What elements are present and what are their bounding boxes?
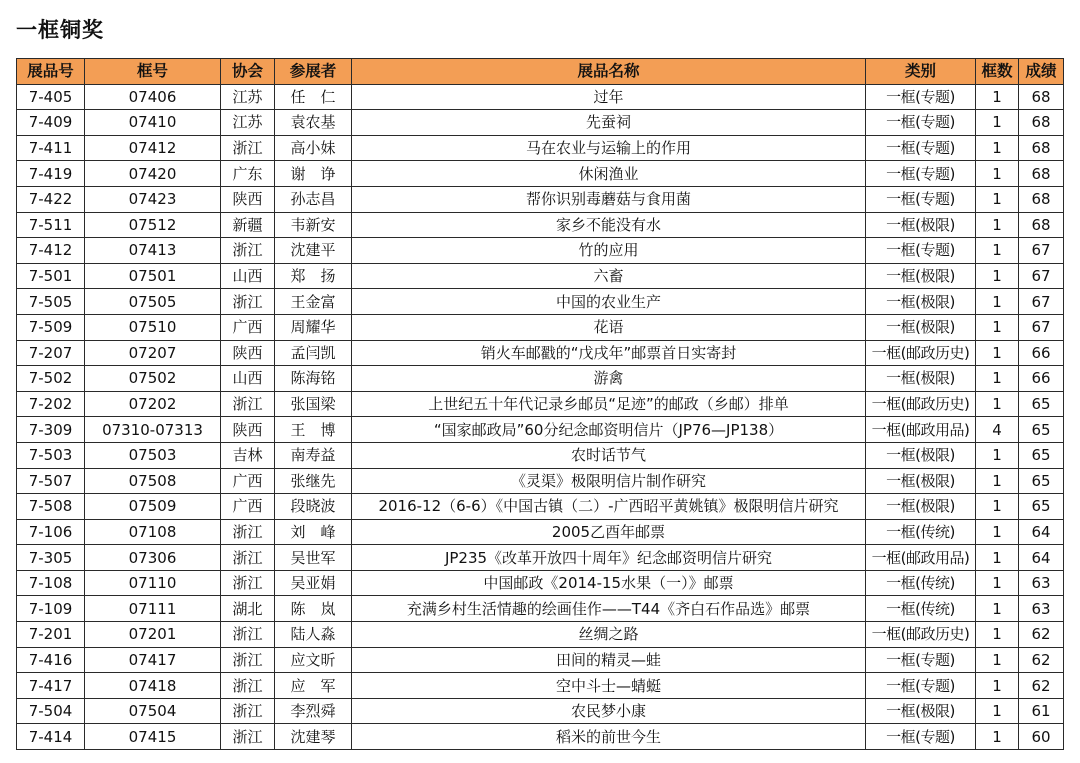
cell-category: 一框(极限) (866, 494, 976, 520)
cell-frame-no: 07512 (85, 212, 221, 238)
cell-score: 68 (1019, 84, 1064, 110)
cell-exhibitor: 应 军 (275, 673, 352, 699)
cell-category: 一框(极限) (866, 212, 976, 238)
cell-frames: 1 (976, 212, 1019, 238)
cell-exhibitor: 高小妹 (275, 135, 352, 161)
cell-association: 江苏 (221, 110, 275, 136)
table-row (17, 442, 1064, 468)
cell-frames: 1 (976, 314, 1019, 340)
table-header-row (17, 59, 1064, 85)
table-row (17, 519, 1064, 545)
cell-exhibitor: 刘 峰 (275, 519, 352, 545)
cell-exhibit-no: 7-505 (17, 289, 85, 315)
cell-frame-no: 07406 (85, 84, 221, 110)
cell-frames: 1 (976, 340, 1019, 366)
cell-frame-no: 07202 (85, 391, 221, 417)
cell-association: 山西 (221, 263, 275, 289)
cell-exhibit-name: 马在农业与运输上的作用 (352, 135, 866, 161)
cell-frames: 1 (976, 724, 1019, 750)
cell-exhibit-no: 7-508 (17, 494, 85, 520)
cell-category: 一框(传统) (866, 596, 976, 622)
cell-score: 65 (1019, 442, 1064, 468)
cell-association: 湖北 (221, 596, 275, 622)
cell-exhibit-name: JP235《改革开放四十周年》纪念邮资明信片研究 (352, 545, 866, 571)
cell-exhibit-no: 7-509 (17, 314, 85, 340)
cell-association: 新疆 (221, 212, 275, 238)
cell-category: 一框(邮政历史) (866, 622, 976, 648)
cell-association: 山西 (221, 366, 275, 392)
table-row (17, 238, 1064, 264)
cell-frames: 1 (976, 186, 1019, 212)
cell-frames: 1 (976, 161, 1019, 187)
cell-association: 江苏 (221, 84, 275, 110)
cell-exhibit-name: 先蚕祠 (352, 110, 866, 136)
cell-category: 一框(邮政历史) (866, 340, 976, 366)
cell-exhibit-name: 中国的农业生产 (352, 289, 866, 315)
cell-association: 浙江 (221, 698, 275, 724)
cell-association: 浙江 (221, 647, 275, 673)
cell-exhibitor: 孟闫凯 (275, 340, 352, 366)
cell-exhibit-no: 7-108 (17, 570, 85, 596)
cell-score: 65 (1019, 391, 1064, 417)
col-header-frames: 框数 (976, 59, 1019, 85)
cell-association: 广东 (221, 161, 275, 187)
col-header-category: 类别 (866, 59, 976, 85)
cell-exhibit-no: 7-511 (17, 212, 85, 238)
cell-score: 68 (1019, 135, 1064, 161)
cell-exhibitor: 李烈舜 (275, 698, 352, 724)
cell-exhibit-name: 家乡不能没有水 (352, 212, 866, 238)
cell-exhibitor: 袁农基 (275, 110, 352, 136)
cell-exhibit-name: 《灵渠》极限明信片制作研究 (352, 468, 866, 494)
cell-exhibit-no: 7-305 (17, 545, 85, 571)
cell-exhibitor: 周耀华 (275, 314, 352, 340)
table-row (17, 596, 1064, 622)
cell-frames: 1 (976, 545, 1019, 571)
table-row (17, 673, 1064, 699)
cell-frames: 1 (976, 366, 1019, 392)
cell-frame-no: 07207 (85, 340, 221, 366)
cell-frames: 1 (976, 570, 1019, 596)
cell-exhibitor: 吴世军 (275, 545, 352, 571)
cell-exhibitor: 南寿益 (275, 442, 352, 468)
cell-category: 一框(极限) (866, 442, 976, 468)
cell-exhibitor: 张继先 (275, 468, 352, 494)
table-row (17, 84, 1064, 110)
table-row (17, 212, 1064, 238)
cell-frame-no: 07508 (85, 468, 221, 494)
cell-category: 一框(极限) (866, 468, 976, 494)
cell-exhibit-name: 田间的精灵—蛙 (352, 647, 866, 673)
cell-score: 68 (1019, 212, 1064, 238)
cell-frame-no: 07201 (85, 622, 221, 648)
cell-exhibit-name: 中国邮政《2014-15水果（一）》邮票 (352, 570, 866, 596)
cell-exhibit-name: 稻米的前世今生 (352, 724, 866, 750)
cell-score: 64 (1019, 545, 1064, 571)
cell-exhibit-no: 7-417 (17, 673, 85, 699)
cell-score: 67 (1019, 238, 1064, 264)
cell-score: 62 (1019, 647, 1064, 673)
cell-frames: 1 (976, 494, 1019, 520)
table-row (17, 314, 1064, 340)
col-header-exhibit-name: 展品名称 (352, 59, 866, 85)
cell-score: 67 (1019, 289, 1064, 315)
cell-frame-no: 07110 (85, 570, 221, 596)
cell-category: 一框(邮政历史) (866, 391, 976, 417)
table-row (17, 161, 1064, 187)
cell-exhibit-no: 7-501 (17, 263, 85, 289)
cell-frame-no: 07306 (85, 545, 221, 571)
cell-exhibit-no: 7-503 (17, 442, 85, 468)
cell-frame-no: 07423 (85, 186, 221, 212)
table-row (17, 570, 1064, 596)
table-row (17, 366, 1064, 392)
cell-exhibit-name: 六畜 (352, 263, 866, 289)
table-row (17, 647, 1064, 673)
table-row (17, 391, 1064, 417)
table-row (17, 135, 1064, 161)
cell-exhibit-name: 农时话节气 (352, 442, 866, 468)
cell-category: 一框(极限) (866, 314, 976, 340)
table-row (17, 622, 1064, 648)
cell-association: 浙江 (221, 545, 275, 571)
cell-association: 吉林 (221, 442, 275, 468)
cell-exhibit-no: 7-422 (17, 186, 85, 212)
cell-exhibit-name: 充满乡村生活情趣的绘画佳作——T44《齐白石作品选》邮票 (352, 596, 866, 622)
cell-score: 62 (1019, 622, 1064, 648)
cell-score: 67 (1019, 263, 1064, 289)
cell-frames: 1 (976, 442, 1019, 468)
cell-exhibit-no: 7-106 (17, 519, 85, 545)
cell-association: 广西 (221, 314, 275, 340)
col-header-exhibit-no: 展品号 (17, 59, 85, 85)
cell-score: 62 (1019, 673, 1064, 699)
table-row (17, 263, 1064, 289)
cell-exhibit-name: 上世纪五十年代记录乡邮员“足迹”的邮政（乡邮）排单 (352, 391, 866, 417)
cell-frames: 1 (976, 263, 1019, 289)
cell-exhibitor: 孙志昌 (275, 186, 352, 212)
cell-exhibit-name: 花语 (352, 314, 866, 340)
cell-exhibit-name: 过年 (352, 84, 866, 110)
cell-exhibitor: 谢 诤 (275, 161, 352, 187)
cell-score: 61 (1019, 698, 1064, 724)
cell-frame-no: 07417 (85, 647, 221, 673)
cell-category: 一框(专题) (866, 84, 976, 110)
cell-score: 63 (1019, 596, 1064, 622)
cell-frames: 1 (976, 647, 1019, 673)
cell-category: 一框(专题) (866, 135, 976, 161)
cell-association: 浙江 (221, 673, 275, 699)
cell-exhibit-name: 游禽 (352, 366, 866, 392)
cell-category: 一框(专题) (866, 186, 976, 212)
table-row (17, 186, 1064, 212)
cell-category: 一框(专题) (866, 647, 976, 673)
table-body (17, 84, 1064, 749)
cell-frame-no: 07501 (85, 263, 221, 289)
cell-frame-no: 07418 (85, 673, 221, 699)
cell-category: 一框(极限) (866, 263, 976, 289)
cell-category: 一框(专题) (866, 161, 976, 187)
cell-frame-no: 07505 (85, 289, 221, 315)
cell-frame-no: 07420 (85, 161, 221, 187)
cell-exhibitor: 陆人淼 (275, 622, 352, 648)
cell-frame-no: 07509 (85, 494, 221, 520)
cell-exhibit-name: 2016-12（6-6）《中国古镇（二）-广西昭平黄姚镇》极限明信片研究 (352, 494, 866, 520)
cell-score: 66 (1019, 366, 1064, 392)
table-row (17, 340, 1064, 366)
cell-score: 67 (1019, 314, 1064, 340)
cell-frame-no: 07503 (85, 442, 221, 468)
cell-exhibit-name: 销火车邮戳的“戊戌年”邮票首日实寄封 (352, 340, 866, 366)
cell-score: 64 (1019, 519, 1064, 545)
cell-frame-no: 07410 (85, 110, 221, 136)
col-header-score: 成绩 (1019, 59, 1064, 85)
cell-category: 一框(极限) (866, 366, 976, 392)
cell-exhibit-name: 丝绸之路 (352, 622, 866, 648)
cell-association: 浙江 (221, 289, 275, 315)
cell-exhibit-name: 2005乙酉年邮票 (352, 519, 866, 545)
cell-category: 一框(专题) (866, 724, 976, 750)
cell-frame-no: 07111 (85, 596, 221, 622)
cell-exhibit-no: 7-202 (17, 391, 85, 417)
cell-score: 65 (1019, 417, 1064, 443)
cell-association: 广西 (221, 494, 275, 520)
cell-exhibit-name: 休闲渔业 (352, 161, 866, 187)
cell-exhibitor: 陈 岚 (275, 596, 352, 622)
cell-frame-no: 07504 (85, 698, 221, 724)
cell-association: 陕西 (221, 340, 275, 366)
cell-exhibit-no: 7-411 (17, 135, 85, 161)
cell-exhibitor: 张国梁 (275, 391, 352, 417)
cell-category: 一框(邮政用品) (866, 417, 976, 443)
cell-exhibitor: 沈建琴 (275, 724, 352, 750)
cell-exhibit-name: “国家邮政局”60分纪念邮资明信片（JP76—JP138） (352, 417, 866, 443)
cell-association: 陕西 (221, 186, 275, 212)
table-row (17, 289, 1064, 315)
cell-frames: 4 (976, 417, 1019, 443)
cell-exhibit-no: 7-507 (17, 468, 85, 494)
cell-association: 浙江 (221, 391, 275, 417)
cell-exhibit-no: 7-502 (17, 366, 85, 392)
cell-frames: 1 (976, 622, 1019, 648)
cell-exhibit-no: 7-504 (17, 698, 85, 724)
cell-frames: 1 (976, 238, 1019, 264)
cell-frame-no: 07310-07313 (85, 417, 221, 443)
cell-score: 68 (1019, 161, 1064, 187)
cell-exhibitor: 应文昕 (275, 647, 352, 673)
cell-exhibitor: 沈建平 (275, 238, 352, 264)
cell-exhibit-name: 竹的应用 (352, 238, 866, 264)
cell-category: 一框(邮政用品) (866, 545, 976, 571)
cell-association: 浙江 (221, 724, 275, 750)
cell-category: 一框(传统) (866, 570, 976, 596)
cell-exhibitor: 陈海铭 (275, 366, 352, 392)
cell-association: 广西 (221, 468, 275, 494)
col-header-association: 协会 (221, 59, 275, 85)
cell-score: 68 (1019, 110, 1064, 136)
results-table (16, 58, 1064, 750)
cell-frames: 1 (976, 84, 1019, 110)
cell-frame-no: 07502 (85, 366, 221, 392)
cell-frame-no: 07108 (85, 519, 221, 545)
table-row (17, 468, 1064, 494)
cell-frame-no: 07510 (85, 314, 221, 340)
cell-frames: 1 (976, 596, 1019, 622)
cell-category: 一框(专题) (866, 110, 976, 136)
cell-exhibit-name: 农民梦小康 (352, 698, 866, 724)
cell-frames: 1 (976, 391, 1019, 417)
cell-score: 65 (1019, 468, 1064, 494)
cell-exhibitor: 王 博 (275, 417, 352, 443)
table-row (17, 417, 1064, 443)
cell-association: 浙江 (221, 238, 275, 264)
cell-exhibit-name: 帮你识别毒蘑菇与食用菌 (352, 186, 866, 212)
cell-exhibit-no: 7-409 (17, 110, 85, 136)
cell-score: 60 (1019, 724, 1064, 750)
cell-exhibit-no: 7-419 (17, 161, 85, 187)
cell-category: 一框(极限) (866, 289, 976, 315)
cell-frames: 1 (976, 289, 1019, 315)
cell-score: 63 (1019, 570, 1064, 596)
cell-score: 66 (1019, 340, 1064, 366)
cell-category: 一框(传统) (866, 519, 976, 545)
cell-exhibit-no: 7-414 (17, 724, 85, 750)
cell-exhibitor: 郑 扬 (275, 263, 352, 289)
cell-association: 浙江 (221, 570, 275, 596)
cell-frames: 1 (976, 698, 1019, 724)
page-title: 一框铜奖 (16, 18, 104, 42)
cell-exhibitor: 任 仁 (275, 84, 352, 110)
cell-exhibitor: 王金富 (275, 289, 352, 315)
cell-score: 68 (1019, 186, 1064, 212)
cell-frames: 1 (976, 110, 1019, 136)
cell-score: 65 (1019, 494, 1064, 520)
col-header-exhibitor: 参展者 (275, 59, 352, 85)
cell-frames: 1 (976, 468, 1019, 494)
table-row (17, 698, 1064, 724)
table-row (17, 110, 1064, 136)
cell-exhibitor: 吴亚娟 (275, 570, 352, 596)
table-row (17, 494, 1064, 520)
cell-frame-no: 07412 (85, 135, 221, 161)
cell-exhibit-no: 7-201 (17, 622, 85, 648)
cell-frames: 1 (976, 135, 1019, 161)
cell-exhibit-no: 7-207 (17, 340, 85, 366)
table-row (17, 724, 1064, 750)
cell-frame-no: 07413 (85, 238, 221, 264)
cell-exhibitor: 韦新安 (275, 212, 352, 238)
cell-association: 陕西 (221, 417, 275, 443)
cell-frames: 1 (976, 519, 1019, 545)
cell-association: 浙江 (221, 622, 275, 648)
cell-exhibit-no: 7-416 (17, 647, 85, 673)
cell-association: 浙江 (221, 519, 275, 545)
cell-category: 一框(专题) (866, 238, 976, 264)
cell-exhibit-no: 7-109 (17, 596, 85, 622)
cell-exhibit-no: 7-405 (17, 84, 85, 110)
cell-exhibitor: 段晓波 (275, 494, 352, 520)
cell-exhibit-no: 7-412 (17, 238, 85, 264)
cell-frame-no: 07415 (85, 724, 221, 750)
cell-exhibit-no: 7-309 (17, 417, 85, 443)
cell-category: 一框(专题) (866, 673, 976, 699)
cell-association: 浙江 (221, 135, 275, 161)
cell-exhibit-name: 空中斗士—蜻蜓 (352, 673, 866, 699)
table-row (17, 545, 1064, 571)
cell-category: 一框(极限) (866, 698, 976, 724)
cell-frames: 1 (976, 673, 1019, 699)
col-header-frame-no: 框号 (85, 59, 221, 85)
